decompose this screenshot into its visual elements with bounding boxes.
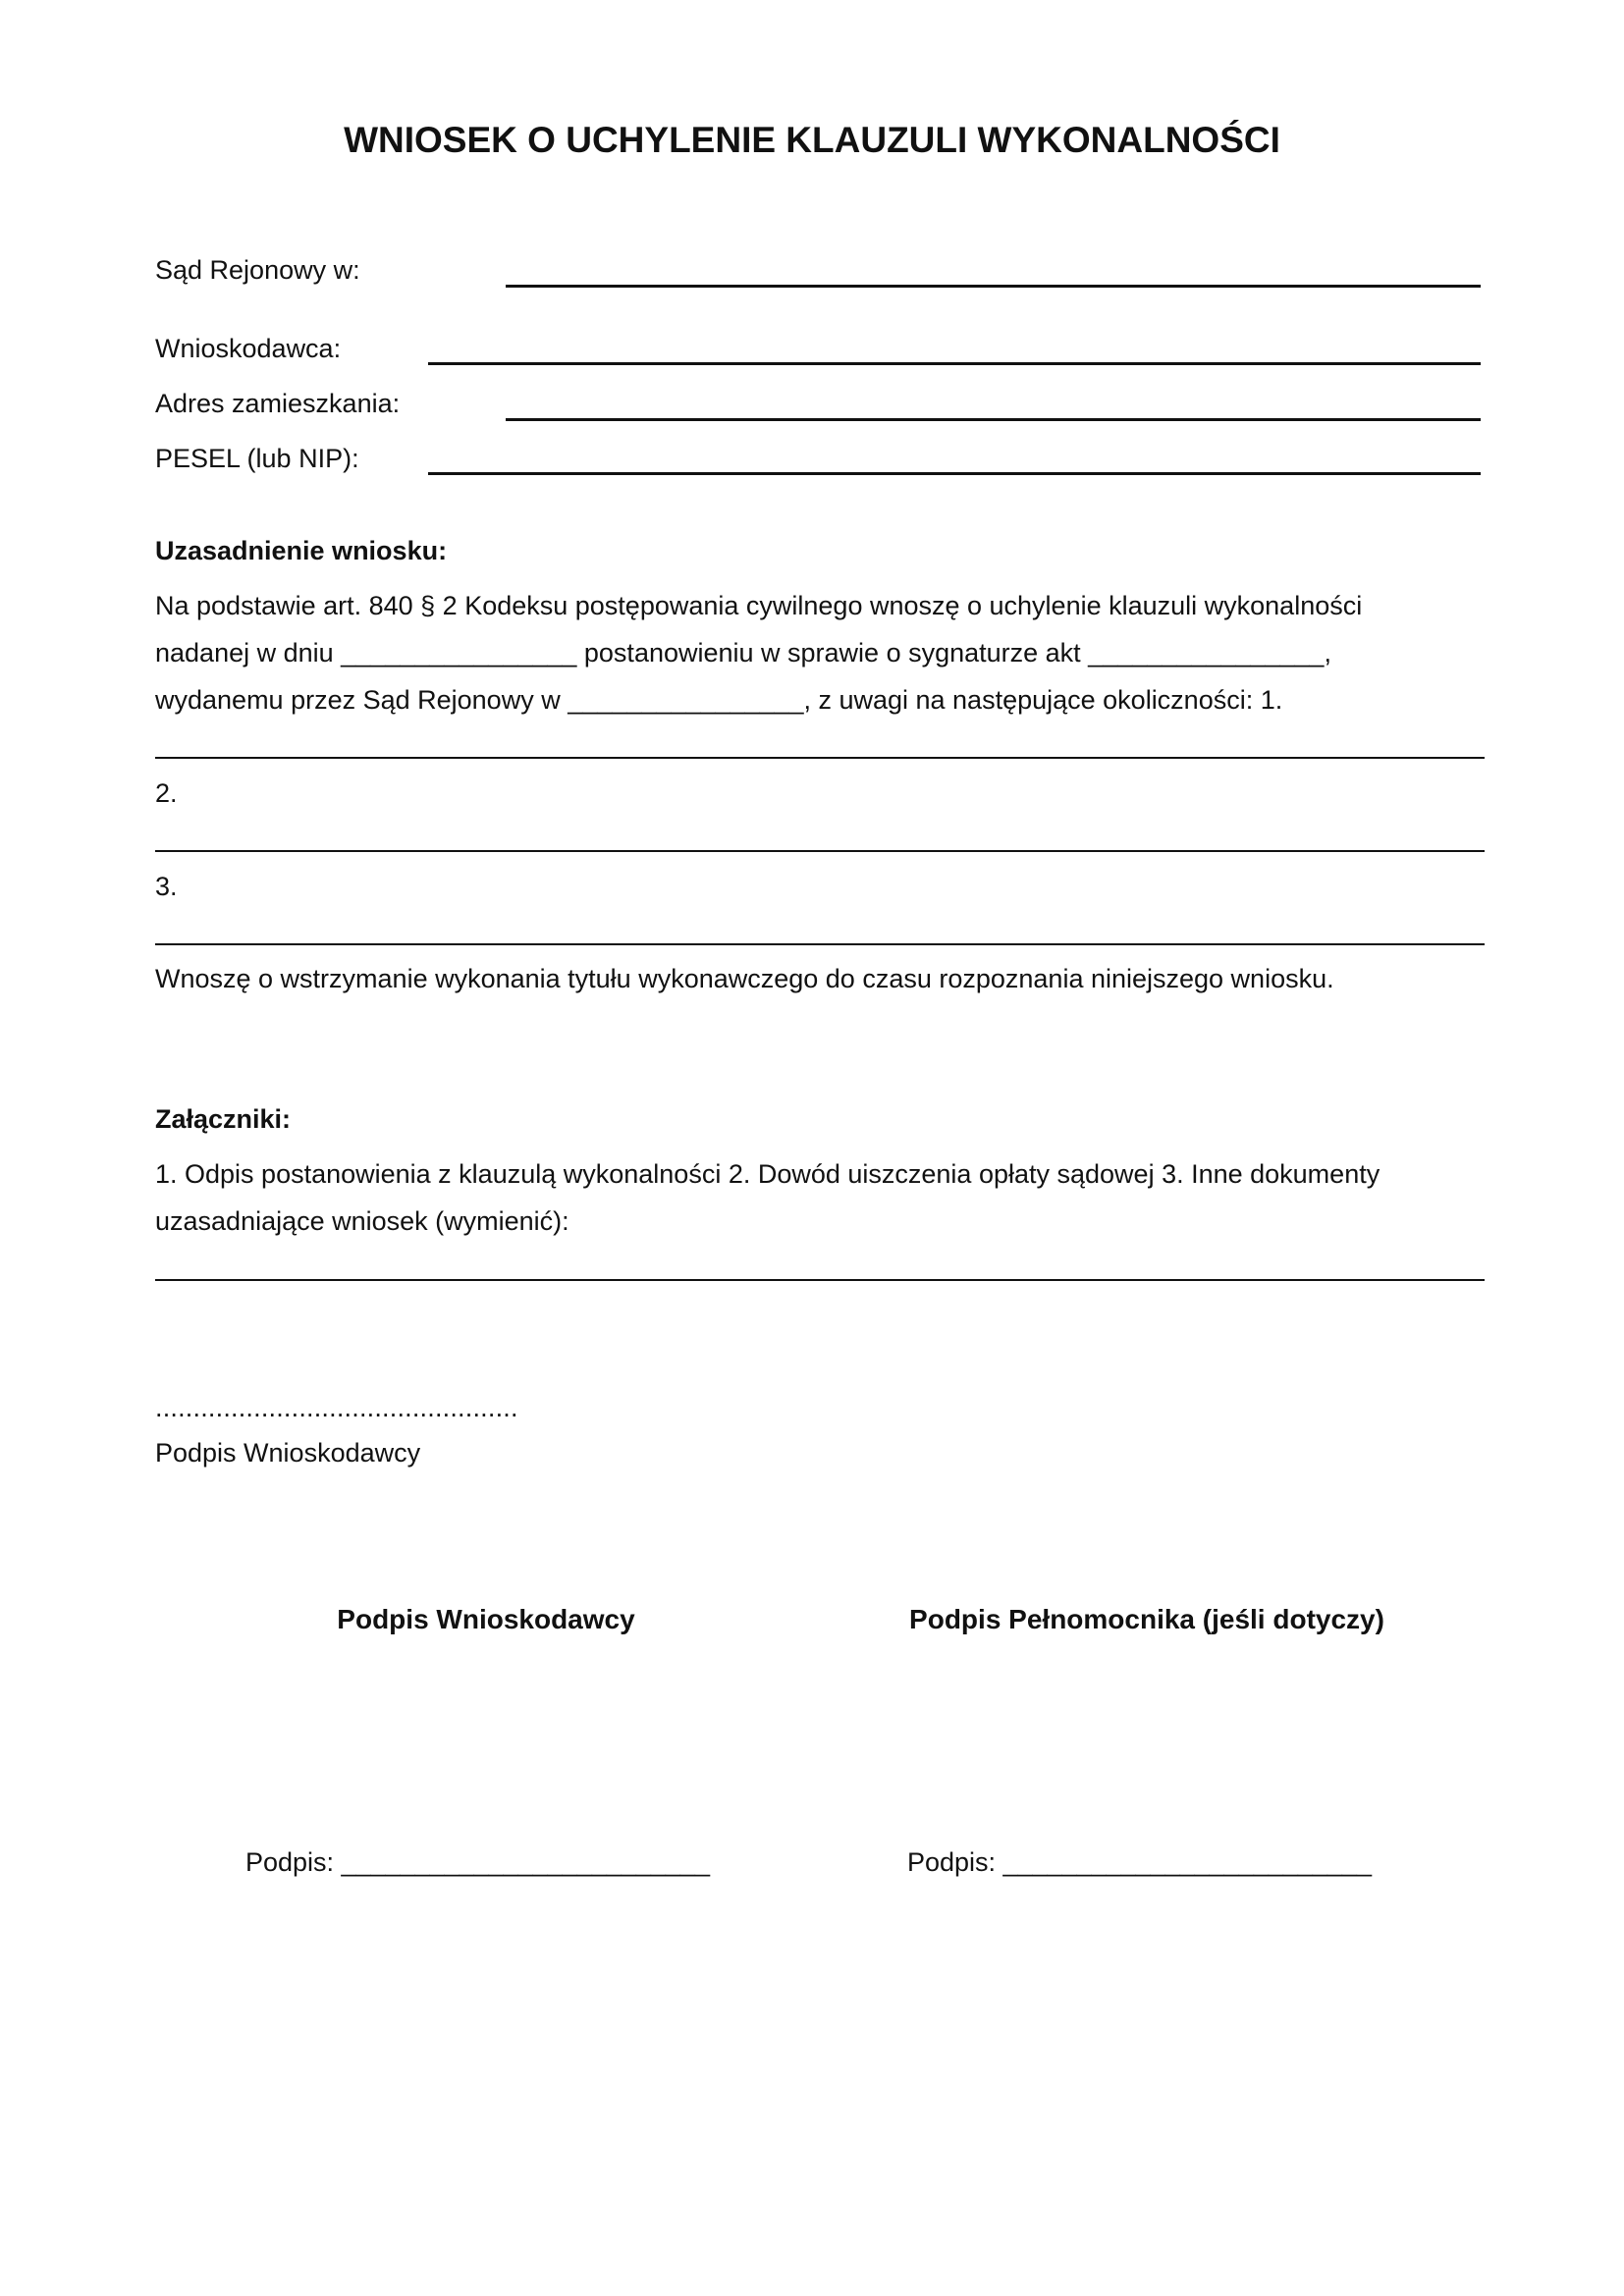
court-field-line[interactable] bbox=[506, 285, 1481, 288]
attachments-heading: Załączniki: bbox=[155, 1104, 292, 1134]
document-title: WNIOSEK O UCHYLENIE KLAUZULI WYKONALNOŚCI bbox=[344, 120, 1280, 160]
pesel-label: PESEL (lub NIP): bbox=[155, 444, 359, 473]
applicant-signature-line[interactable]: Podpis: _________________________ bbox=[245, 1847, 710, 1877]
address-label: Adres zamieszkania: bbox=[155, 389, 401, 418]
court-label: Sąd Rejonowy w: bbox=[155, 255, 360, 285]
signature-dots[interactable]: ................................................ bbox=[155, 1393, 518, 1422]
applicant-label: Wnioskodawca: bbox=[155, 334, 342, 363]
attorney-signature-line[interactable]: Podpis: _________________________ bbox=[907, 1847, 1372, 1877]
justification-heading: Uzasadnienie wniosku: bbox=[155, 536, 448, 565]
suspension-request: Wnoszę o wstrzymanie wykonania tytułu wykonawczego do czasu rozpoznania niniejszego wniosku. bbox=[155, 964, 1334, 993]
circumstance-1-line[interactable] bbox=[155, 757, 1485, 759]
attachments-list-line[interactable] bbox=[155, 1279, 1485, 1281]
pesel-field-line[interactable] bbox=[428, 472, 1481, 475]
address-field-line[interactable] bbox=[506, 418, 1481, 421]
justification-line-3: wydanemu przez Sąd Rejonowy w ________________, z uwagi na następujące okoliczności: 1. bbox=[155, 685, 1283, 715]
applicant-signature-heading: Podpis Wnioskodawcy bbox=[337, 1604, 635, 1634]
circumstance-2-line[interactable] bbox=[155, 850, 1485, 852]
attachments-line-1: 1. Odpis postanowienia z klauzulą wykonalności 2. Dowód uiszczenia opłaty sądowej 3. Inne dokumenty bbox=[155, 1159, 1380, 1189]
attachments-line-2: uzasadniające wniosek (wymienić): bbox=[155, 1206, 569, 1236]
applicant-field-line[interactable] bbox=[428, 362, 1481, 365]
signature-label: Podpis Wnioskodawcy bbox=[155, 1438, 421, 1468]
justification-line-2: nadanej w dniu ________________ postanowieniu w sprawie o sygnaturze akt ________________, bbox=[155, 638, 1331, 667]
justification-line-1: Na podstawie art. 840 § 2 Kodeksu postępowania cywilnego wnoszę o uchylenie klauzuli wykonalności bbox=[155, 591, 1363, 620]
circumstance-3-line[interactable] bbox=[155, 943, 1485, 945]
circumstance-3-number: 3. bbox=[155, 872, 178, 901]
circumstance-2-number: 2. bbox=[155, 778, 178, 808]
attorney-signature-heading: Podpis Pełnomocnika (jeśli dotyczy) bbox=[909, 1604, 1384, 1634]
